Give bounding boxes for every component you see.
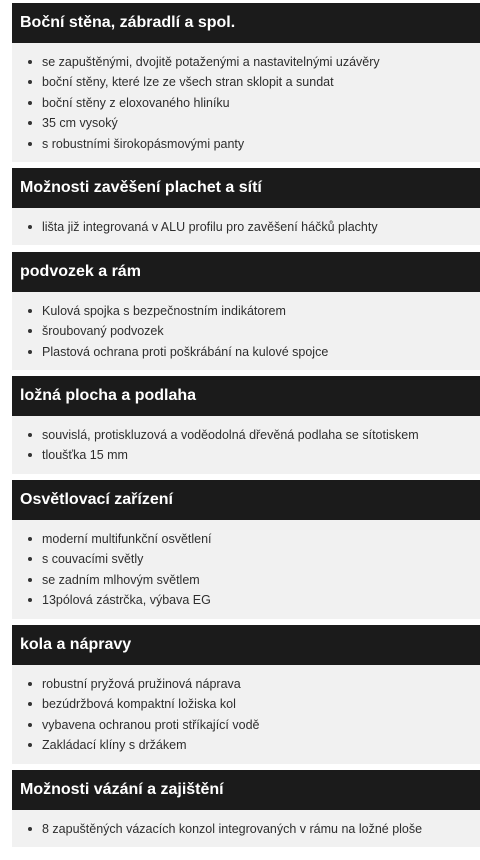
section-wheels-axles [12,625,480,764]
bullet-icon [28,598,32,602]
list-item [12,674,480,694]
section-load-floor [12,376,480,474]
list-item [12,72,480,92]
feature-list [12,301,480,362]
list-item-text: vybavena ochranou proti stříkající vodě [42,717,260,732]
list-item [12,321,480,341]
bullet-icon [28,121,32,125]
section-content [12,208,480,245]
list-item [12,425,480,445]
bullet-icon [28,702,32,706]
section-lighting [12,480,480,619]
section-content [12,520,480,619]
list-item-text: 13pólová zástrčka, výbava EG [42,593,211,608]
list-item [12,549,480,569]
section-lashing-securing [12,770,480,847]
feature-list [12,425,480,466]
section-content [12,43,480,162]
bullet-icon [28,225,32,229]
bullet-icon [28,578,32,582]
list-item [12,694,480,714]
list-item-text: šroubovaný podvozek [42,324,164,339]
section-side-walls [12,3,480,162]
list-item [12,735,480,755]
bullet-icon [28,329,32,333]
list-item [12,529,480,549]
list-item-text: tloušťka 15 mm [42,448,128,463]
list-item-text: 8 zapuštěných vázacích konzol integrovaných v rámu na ložné ploše [42,822,423,836]
bullet-icon [28,80,32,84]
list-item [12,52,480,72]
section-content [12,416,480,474]
section-heading: Osvětlovací zařízení [12,480,480,520]
section-content [12,810,480,847]
list-item-text: bezúdržbová kompaktní ložiska kol [42,697,236,712]
bullet-icon [28,101,32,105]
list-item-text: lišta již integrovaná v ALU profilu pro zavěšení háčků plachty [42,220,378,234]
section-content [12,292,480,370]
section-chassis-frame [12,252,480,370]
list-item [12,570,480,590]
list-item-text: Kulová spojka s bezpečnostním indikátorem [42,304,286,318]
list-item [12,134,480,154]
bullet-icon [28,60,32,64]
feature-list [12,52,480,154]
list-item-text: robustní pryžová pružinová náprava [42,677,241,691]
feature-list [12,217,480,237]
list-item [12,590,480,610]
bullet-icon [28,142,32,146]
list-item-text: boční stěny, které lze ze všech stran sklopit a sundat [42,75,334,90]
bullet-icon [28,827,32,831]
list-item-text: Plastová ochrana proti poškrábání na kulové spojce [42,344,329,359]
bullet-icon [28,433,32,437]
list-item [12,445,480,465]
bullet-icon [28,453,32,457]
section-heading: Boční stěna, zábradlí a spol. [12,3,480,43]
bullet-icon [28,350,32,354]
bullet-icon [28,723,32,727]
list-item [12,342,480,362]
list-item-text: se zapuštěnými, dvojitě potaženými a nastavitelnými uzávěry [42,55,380,69]
list-item-text: 35 cm vysoký [42,116,118,131]
list-item-text: moderní multifunkční osvětlení [42,532,212,546]
bullet-icon [28,743,32,747]
list-item-text: s couvacími světly [42,552,144,567]
feature-list [12,819,480,839]
section-content [12,665,480,764]
list-item-text: Zakládací klíny s držákem [42,738,187,753]
section-heading: Možnosti vázání a zajištění [12,770,480,810]
list-item [12,301,480,321]
list-item-text: se zadním mlhovým světlem [42,572,200,587]
section-heading: ložná plocha a podlaha [12,376,480,416]
section-heading: podvozek a rám [12,252,480,292]
bullet-icon [28,682,32,686]
feature-list [12,529,480,611]
section-heading: kola a nápravy [12,625,480,665]
list-item-text: s robustními širokopásmovými panty [42,136,245,151]
list-item [12,93,480,113]
bullet-icon [28,537,32,541]
list-item [12,217,480,237]
section-heading: Možnosti zavěšení plachet a sítí [12,168,480,208]
list-item-text: boční stěny z eloxovaného hliníku [42,95,230,110]
section-tarp-mounting [12,168,480,245]
list-item [12,113,480,133]
list-item [12,819,480,839]
list-item-text: souvislá, protiskluzová a voděodolná dřevěná podlaha se sítotiskem [42,428,419,442]
feature-list [12,674,480,756]
bullet-icon [28,309,32,313]
list-item [12,715,480,735]
bullet-icon [28,557,32,561]
